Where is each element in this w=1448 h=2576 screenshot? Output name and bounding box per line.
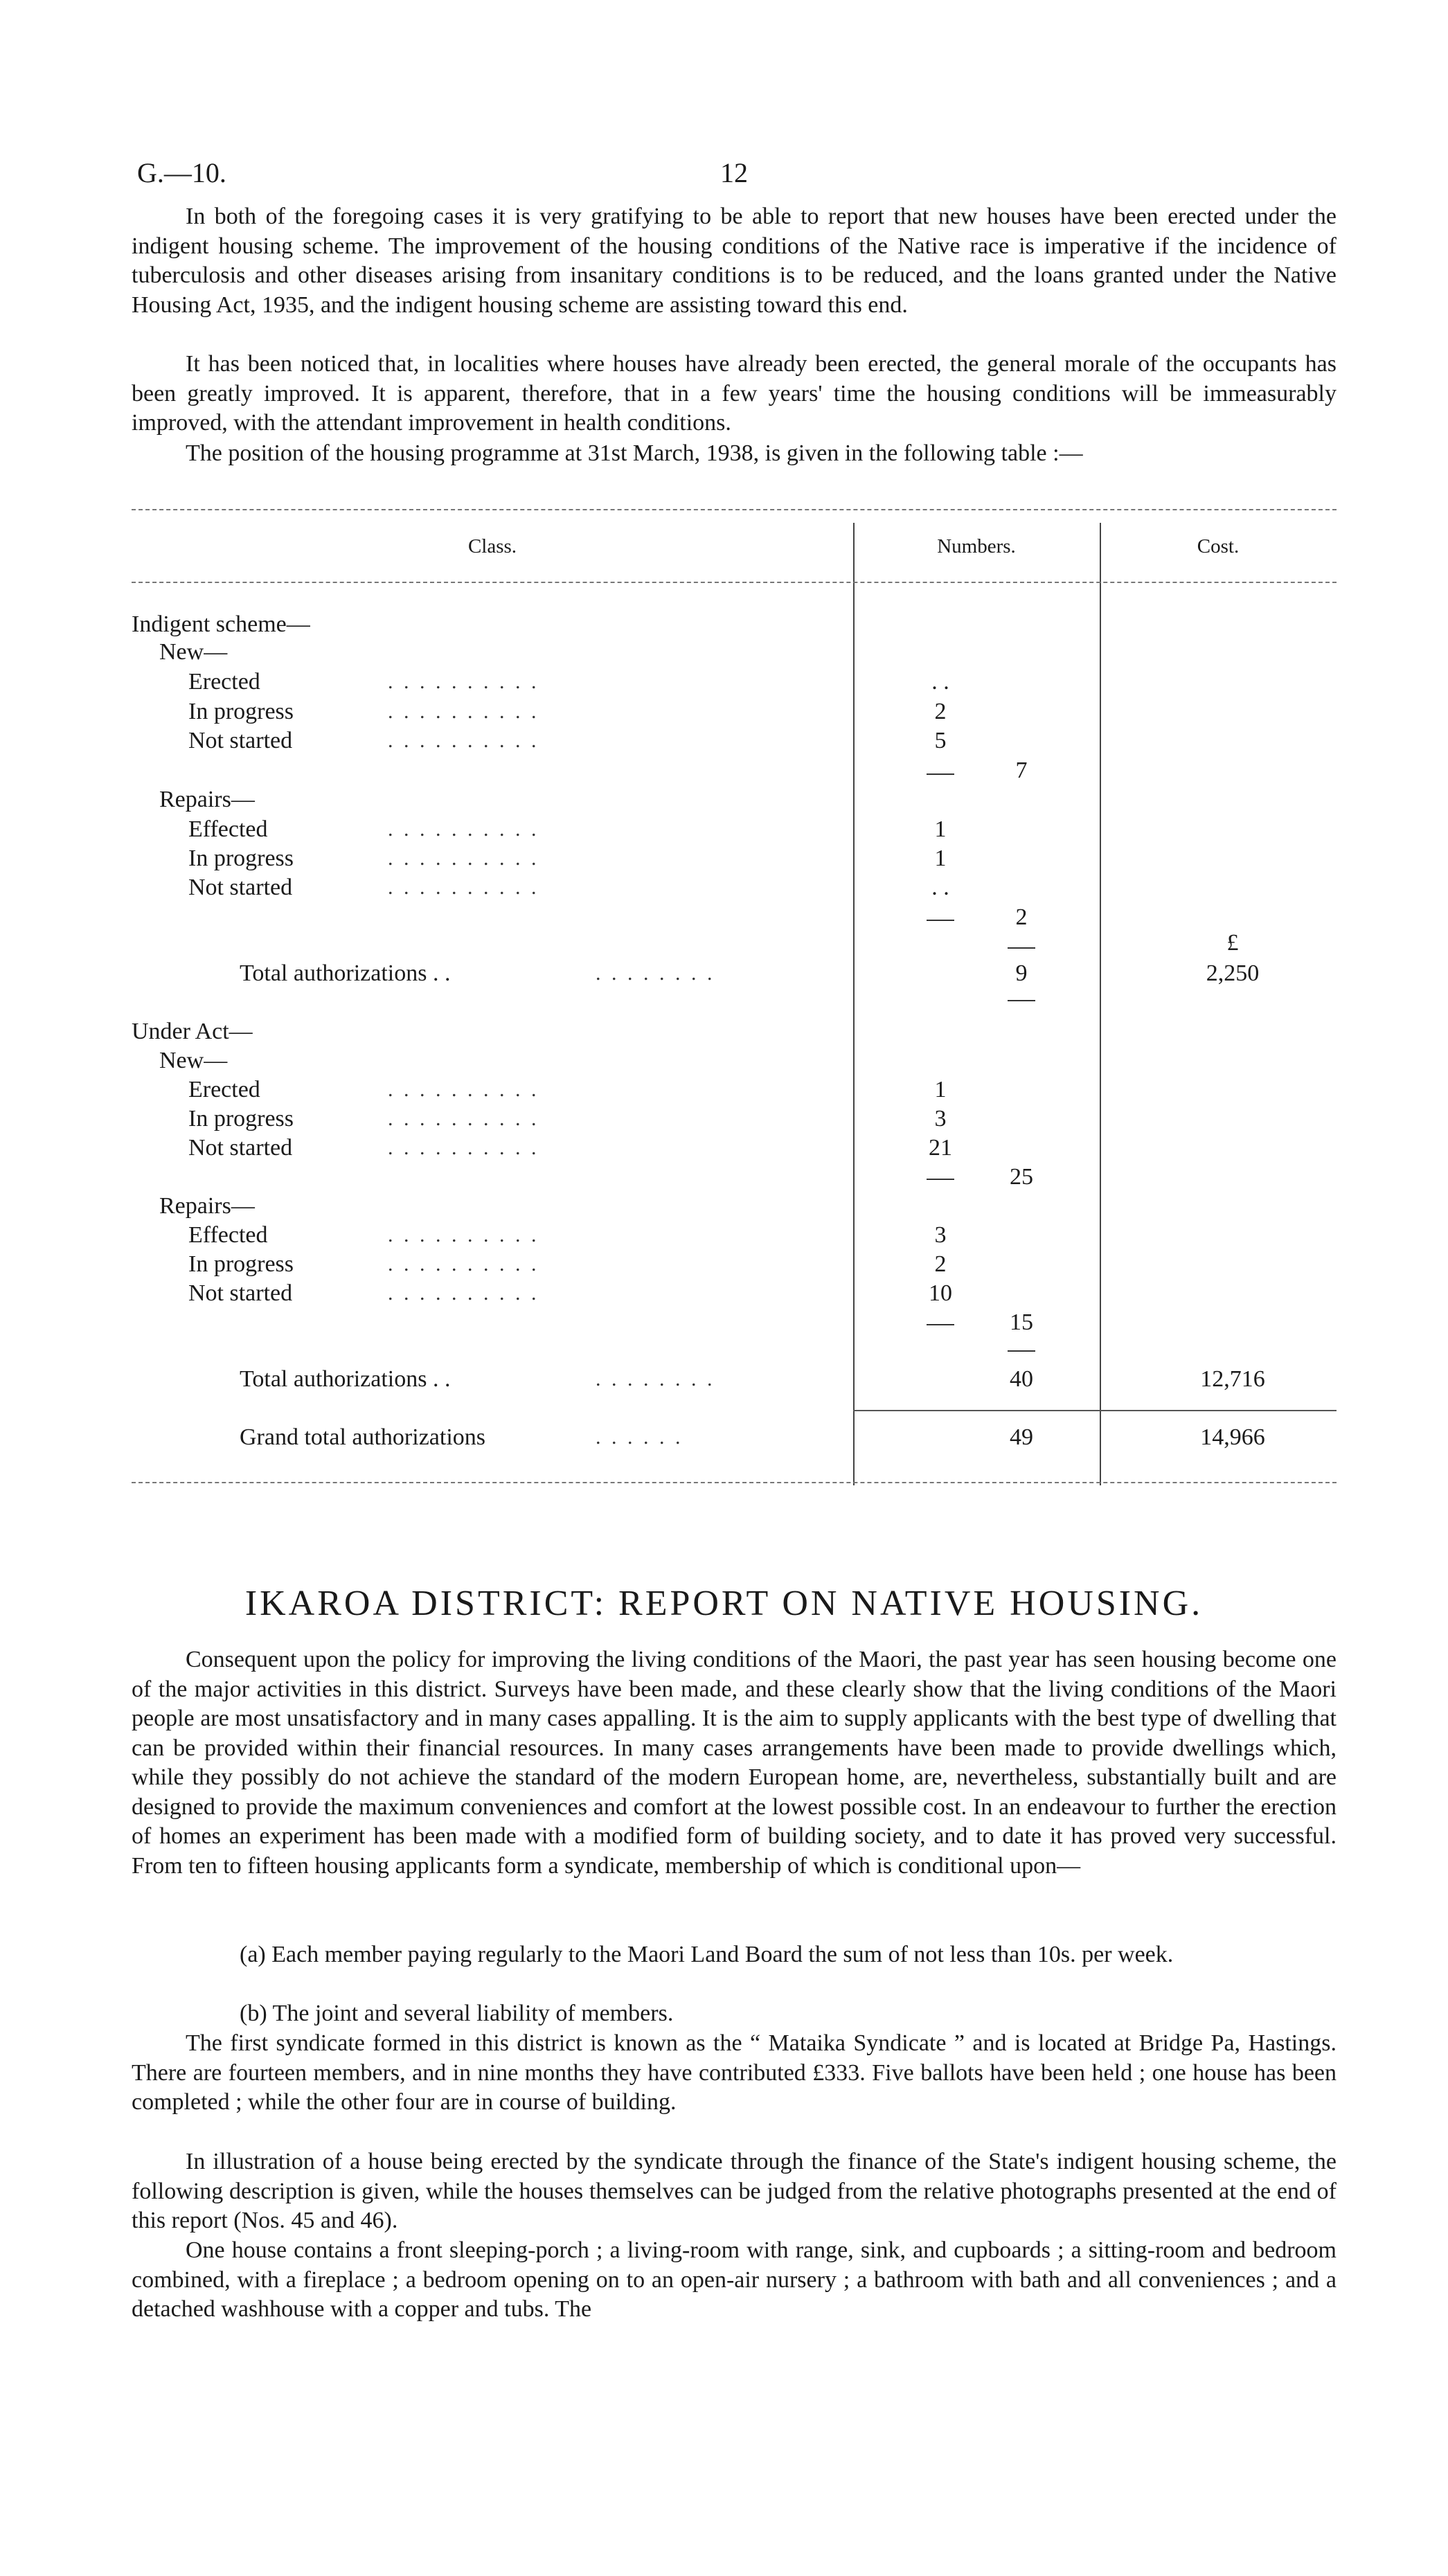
subtotal-value: 7 (1015, 758, 1028, 783)
total-label: Total authorizations . . (240, 960, 451, 986)
row-value: 5 (934, 728, 947, 753)
row-value: 2 (934, 699, 947, 724)
row-value: . . (931, 875, 949, 900)
leader-dots: . . . . . . . . . . (388, 818, 539, 841)
grand-total-rule (853, 1410, 1337, 1411)
leader-dots: . . . . . . . . . . (388, 1136, 539, 1159)
row-label: Effected (188, 1222, 268, 1248)
section-label: Under Act— (132, 1019, 253, 1044)
leader-dots: . . . . . . . . . . (388, 670, 539, 693)
row-label: Erected (188, 669, 260, 695)
total-dash (1008, 1350, 1035, 1352)
table-column-divider (853, 523, 855, 1485)
row-value: . . (931, 669, 949, 695)
condition-text: The joint and several liability of members. (272, 2001, 674, 2026)
total-value: 9 (1015, 960, 1028, 986)
leader-dots: . . . . . . . . . . (388, 1253, 539, 1276)
total-cost: 12,716 (1200, 1366, 1265, 1392)
condition-text: Each member paying regularly to the Maori Land Board the sum of not less than 10s. per week. (271, 1942, 1174, 1967)
row-label: In progress (188, 1106, 294, 1132)
total-value: 40 (1010, 1366, 1033, 1392)
table-bottom-rule (132, 1482, 1337, 1483)
leader-dots: . . . . . . . . (596, 962, 715, 985)
subsection-label: New— (159, 1048, 228, 1073)
leader-dots: . . . . . . . . . . (388, 1282, 539, 1305)
subtotal-dash (927, 920, 954, 921)
leader-dots: . . . . . . . . . . (388, 729, 539, 752)
grand-total-cost: 14,966 (1200, 1424, 1265, 1450)
leader-dots: . . . . . . . . (596, 1368, 715, 1390)
row-label: Not started (188, 875, 293, 900)
row-label: In progress (188, 1251, 294, 1277)
leader-dots: . . . . . . . . . . (388, 876, 539, 899)
intro-paragraph: It has been noticed that, in localities where houses have already been erected, the general morale of the occupants has been greatly improved. It is apparent, therefore, that in a few years' time the housing conditions will be immeasurably improved, with the attendant improvement in health conditions. (132, 351, 1337, 436)
row-label: Not started (188, 728, 293, 753)
row-label: Not started (188, 1280, 293, 1306)
leader-dots: . . . . . . . . . . (388, 847, 539, 870)
subsection-label: Repairs— (159, 1193, 255, 1219)
leader-dots: . . . . . . . . . . (388, 700, 539, 723)
row-label: In progress (188, 699, 294, 724)
row-value: 1 (934, 1077, 947, 1102)
row-label: In progress (188, 846, 294, 871)
section-heading: IKAROA DISTRICT: REPORT ON NATIVE HOUSING. (244, 1584, 1204, 1623)
subtotal-dash (927, 773, 954, 775)
row-value: 2 (934, 1251, 947, 1277)
section-label: Indigent scheme— (132, 611, 310, 637)
currency-symbol: £ (1226, 930, 1239, 956)
header-rule (132, 582, 1337, 583)
subtotal-dash (927, 1324, 954, 1325)
total-dash (1008, 1000, 1035, 1001)
total-cost: 2,250 (1206, 960, 1260, 986)
body-paragraph: In illustration of a house being erected by the syndicate through the finance of the State's indigent housing scheme, the following description is given, while the houses themselves can be judged from the relative photographs presented at the end of this report (Nos. 45 and 46). (132, 2149, 1337, 2233)
subtotal-dash (927, 1179, 954, 1180)
table-top-rule (132, 509, 1337, 510)
condition-item (240, 1999, 673, 2029)
row-label: Erected (188, 1077, 260, 1102)
row-value: 3 (934, 1222, 947, 1248)
body-paragraph: The first syndicate formed in this district is known as the “ Mataika Syndicate ” and is located at Bridge Pa, Hastings. There are fourteen members, and in nine months they have contributed £333. Five ballots have been held ; one house has been completed ; while the other four are in course of building. (132, 2030, 1337, 2115)
row-label: Not started (188, 1135, 293, 1161)
leader-dots: . . . . . . . . . . (388, 1107, 539, 1130)
subsection-label: Repairs— (159, 787, 255, 812)
header-cost: Cost. (1197, 535, 1240, 557)
total-dash (1008, 947, 1035, 949)
intro-paragraph: The position of the housing programme at 31st March, 1938, is given in the following table :— (186, 440, 1083, 466)
row-value: 1 (934, 846, 947, 871)
condition-item (240, 1940, 1337, 1970)
document-reference: G.—10. (137, 157, 226, 188)
row-value: 21 (929, 1135, 952, 1161)
subsection-label: New— (159, 639, 228, 665)
leader-dots: . . . . . . . . . . (388, 1078, 539, 1101)
header-class: Class. (467, 535, 517, 557)
leader-dots: . . . . . . (596, 1426, 683, 1449)
intro-paragraph: In both of the foregoing cases it is very gratifying to be able to report that new houses have been erected under the indigent housing scheme. The improvement of the housing conditions of the Native race is imperative if the incidence of tuberculosis and other diseases arising from insanitary conditions is to be reduced, and the loans granted under the Native Housing Act, 1935, and the indigent housing scheme are assisting toward this end. (132, 204, 1337, 318)
condition-label: (b) (240, 2001, 267, 2026)
leader-dots: . . . . . . . . . . (388, 1224, 539, 1246)
grand-total-value: 49 (1010, 1424, 1033, 1450)
body-paragraph: One house contains a front sleeping-porch ; a living-room with range, sink, and cupboards ; a sitting-room and bedroom combined, with a fireplace ; a bedroom opening on to an open-air nursery ; a bathroom with bath and all conveniences ; and a detached washhouse with a copper and tubs. The (132, 2237, 1337, 2322)
subtotal-value: 2 (1015, 904, 1028, 930)
row-value: 1 (934, 816, 947, 842)
header-numbers: Numbers. (937, 535, 1016, 557)
condition-label: (a) (240, 1942, 266, 1967)
row-value: 3 (934, 1106, 947, 1132)
page-number: 12 (720, 157, 748, 188)
grand-total-label: Grand total authorizations (240, 1424, 486, 1450)
row-value: 10 (929, 1280, 952, 1306)
row-label: Effected (188, 816, 268, 842)
subtotal-value: 15 (1010, 1309, 1033, 1335)
total-label: Total authorizations . . (240, 1366, 451, 1392)
table-column-divider (1100, 523, 1101, 1485)
body-paragraph: Consequent upon the policy for improving the living conditions of the Maori, the past year has seen housing become one of the major activities in this district. Surveys have been made, and these clearly show that the living conditions of the Maori people are most unsatisfactory and in many cases appalling. It is the aim to supply applicants with the best type of dwelling that can be provided within their financial resources. In many cases arrangements have been made to provide dwellings which, while they possibly do not achieve the standard of the modern European home, are, nevertheless, substantially built and are designed to provide the maximum conveniences and comfort at the lowest possible cost. In an endeavour to further the erection of homes an experiment has been made with a modified form of building society, and to date it has proved very successful. From ten to fifteen housing applicants form a syndicate, membership of which is conditional upon— (132, 1647, 1337, 1879)
subtotal-value: 25 (1010, 1164, 1033, 1190)
